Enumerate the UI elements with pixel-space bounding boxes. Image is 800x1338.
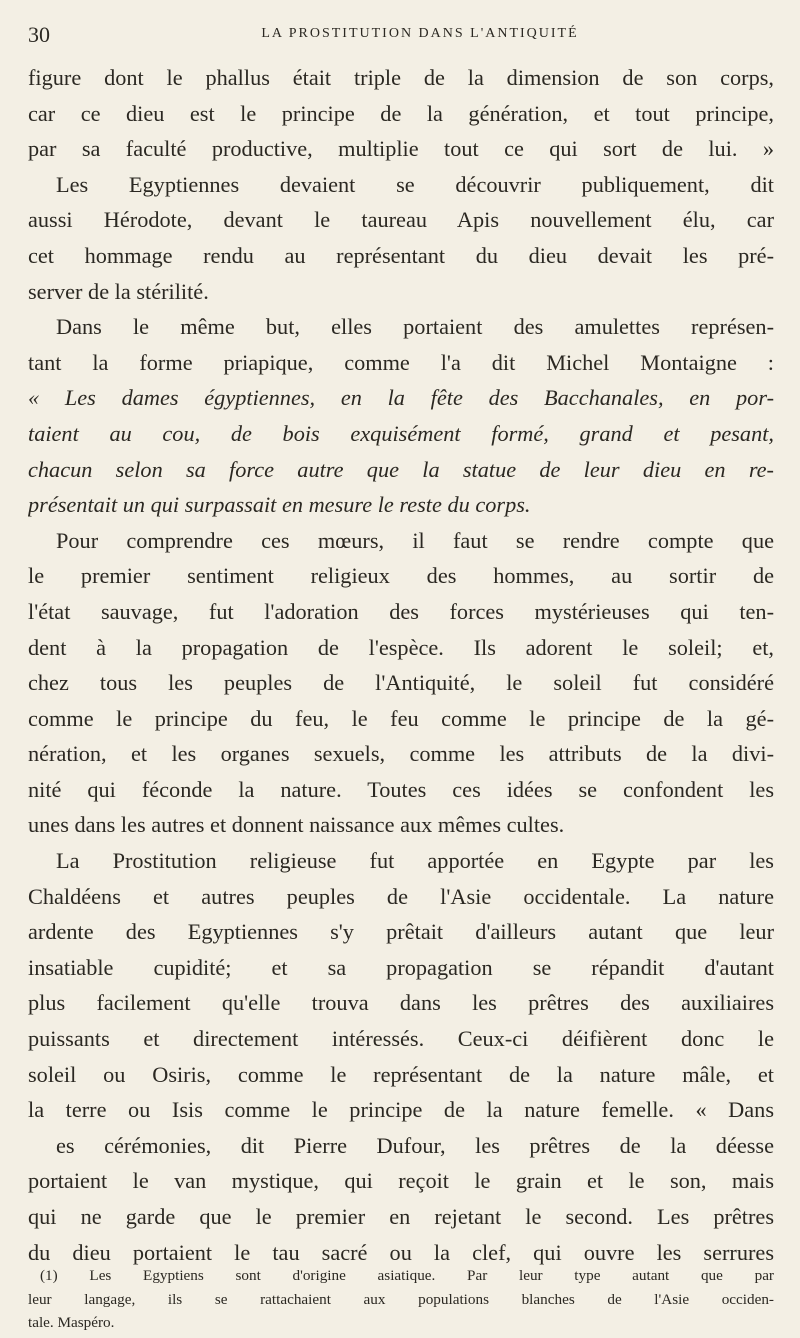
- page-header: [28, 22, 772, 50]
- text-line: chez tous les peuples de l'Antiquité, le soleil fut considéré: [28, 670, 774, 696]
- footnotes: [28, 1264, 774, 1335]
- text-line: portaient le van mystique, qui reçoit le grain et le son, mais: [28, 1168, 774, 1194]
- text-line: figure dont le phallus était triple de la dimension de son corps,: [28, 65, 774, 90]
- text-line: unes dans les autres et donnent naissance aux mêmes cultes.: [28, 812, 565, 838]
- text-line: comme le principe du feu, le feu comme le principe de la gé-: [28, 705, 774, 731]
- text-line: du dieu portaient le tau sacré ou la clef, qui ouvre les serrures: [28, 1239, 774, 1265]
- text-line: chacun selon sa force autre que la statue de leur dieu en re-: [28, 456, 774, 482]
- text-line: par sa faculté productive, multiplie tout ce qui sort de lui. »: [28, 136, 774, 162]
- text-line: cet hommage rendu au représentant du dieu devait les pré-: [28, 242, 774, 268]
- page-number: 30: [28, 22, 50, 47]
- text-line: es cérémonies, dit Pierre Dufour, les prêtres de la déesse: [56, 1132, 774, 1158]
- text-line: aussi Hérodote, devant le taureau Apis nouvellement élu, car: [28, 207, 774, 233]
- text-line: la terre ou Isis comme le principe de la nature femelle. « Dans: [28, 1097, 774, 1123]
- text-line: le premier sentiment religieux des hommes, au sortir de: [28, 563, 774, 589]
- text-line: Les Egyptiennes devaient se découvrir publiquement, dit: [56, 171, 774, 197]
- text-line: puissants et directement intéressés. Ceux-ci déifièrent donc le: [28, 1026, 774, 1052]
- footnote-line: tale. Maspéro.: [28, 1314, 115, 1331]
- text-line: car ce dieu est le principe de la génération, et tout principe,: [28, 100, 774, 126]
- text-line: présentait un qui surpassait en mesure le reste du corps.: [28, 492, 531, 518]
- text-line: La Prostitution religieuse fut apportée en Egypte par les: [56, 848, 774, 874]
- text-line: nération, et les organes sexuels, comme les attributs de la divi-: [28, 741, 774, 767]
- text-line: nité qui féconde la nature. Toutes ces idées se confondent les: [28, 776, 774, 802]
- footnote-line: (1) Les Egyptiens sont d'origine asiatique. Par leur type autant que par: [40, 1267, 774, 1284]
- text-line: qui ne garde que le premier en rejetant le second. Les prêtres: [28, 1204, 774, 1229]
- text-line: Pour comprendre ces mœurs, il faut se rendre compte que: [56, 527, 774, 553]
- text-line: taient au cou, de bois exquisément formé, grand et pesant,: [28, 420, 774, 446]
- text-line: Dans le même but, elles portaient des amulettes représen-: [56, 314, 774, 340]
- text-line: insatiable cupidité; et sa propagation se répandit d'autant: [28, 954, 774, 980]
- running-head: LA PROSTITUTION DANS L'ANTIQUITÉ: [261, 26, 579, 41]
- text-line: « Les dames égyptiennes, en la fête des Bacchanales, en por-: [28, 385, 774, 411]
- footnote-line: leur langage, ils se rattachaient aux populations blanches de l'Asie occiden-: [28, 1290, 774, 1308]
- text-line: soleil ou Osiris, comme le représentant de la nature mâle, et: [28, 1061, 774, 1087]
- text-line: l'état sauvage, fut l'adoration des forces mystérieuses qui ten-: [28, 598, 774, 624]
- text-line: server de la stérilité.: [28, 278, 209, 304]
- text-line: Chaldéens et autres peuples de l'Asie occidentale. La nature: [28, 883, 774, 909]
- body-text: [28, 60, 774, 1270]
- text-line: ardente des Egyptiennes s'y prêtait d'ailleurs autant que leur: [28, 919, 774, 945]
- text-line: dent à la propagation de l'espèce. Ils adorent le soleil; et,: [28, 634, 774, 660]
- text-line: tant la forme priapique, comme l'a dit Michel Montaigne :: [28, 349, 774, 375]
- text-line: plus facilement qu'elle trouva dans les prêtres des auxiliaires: [28, 990, 774, 1016]
